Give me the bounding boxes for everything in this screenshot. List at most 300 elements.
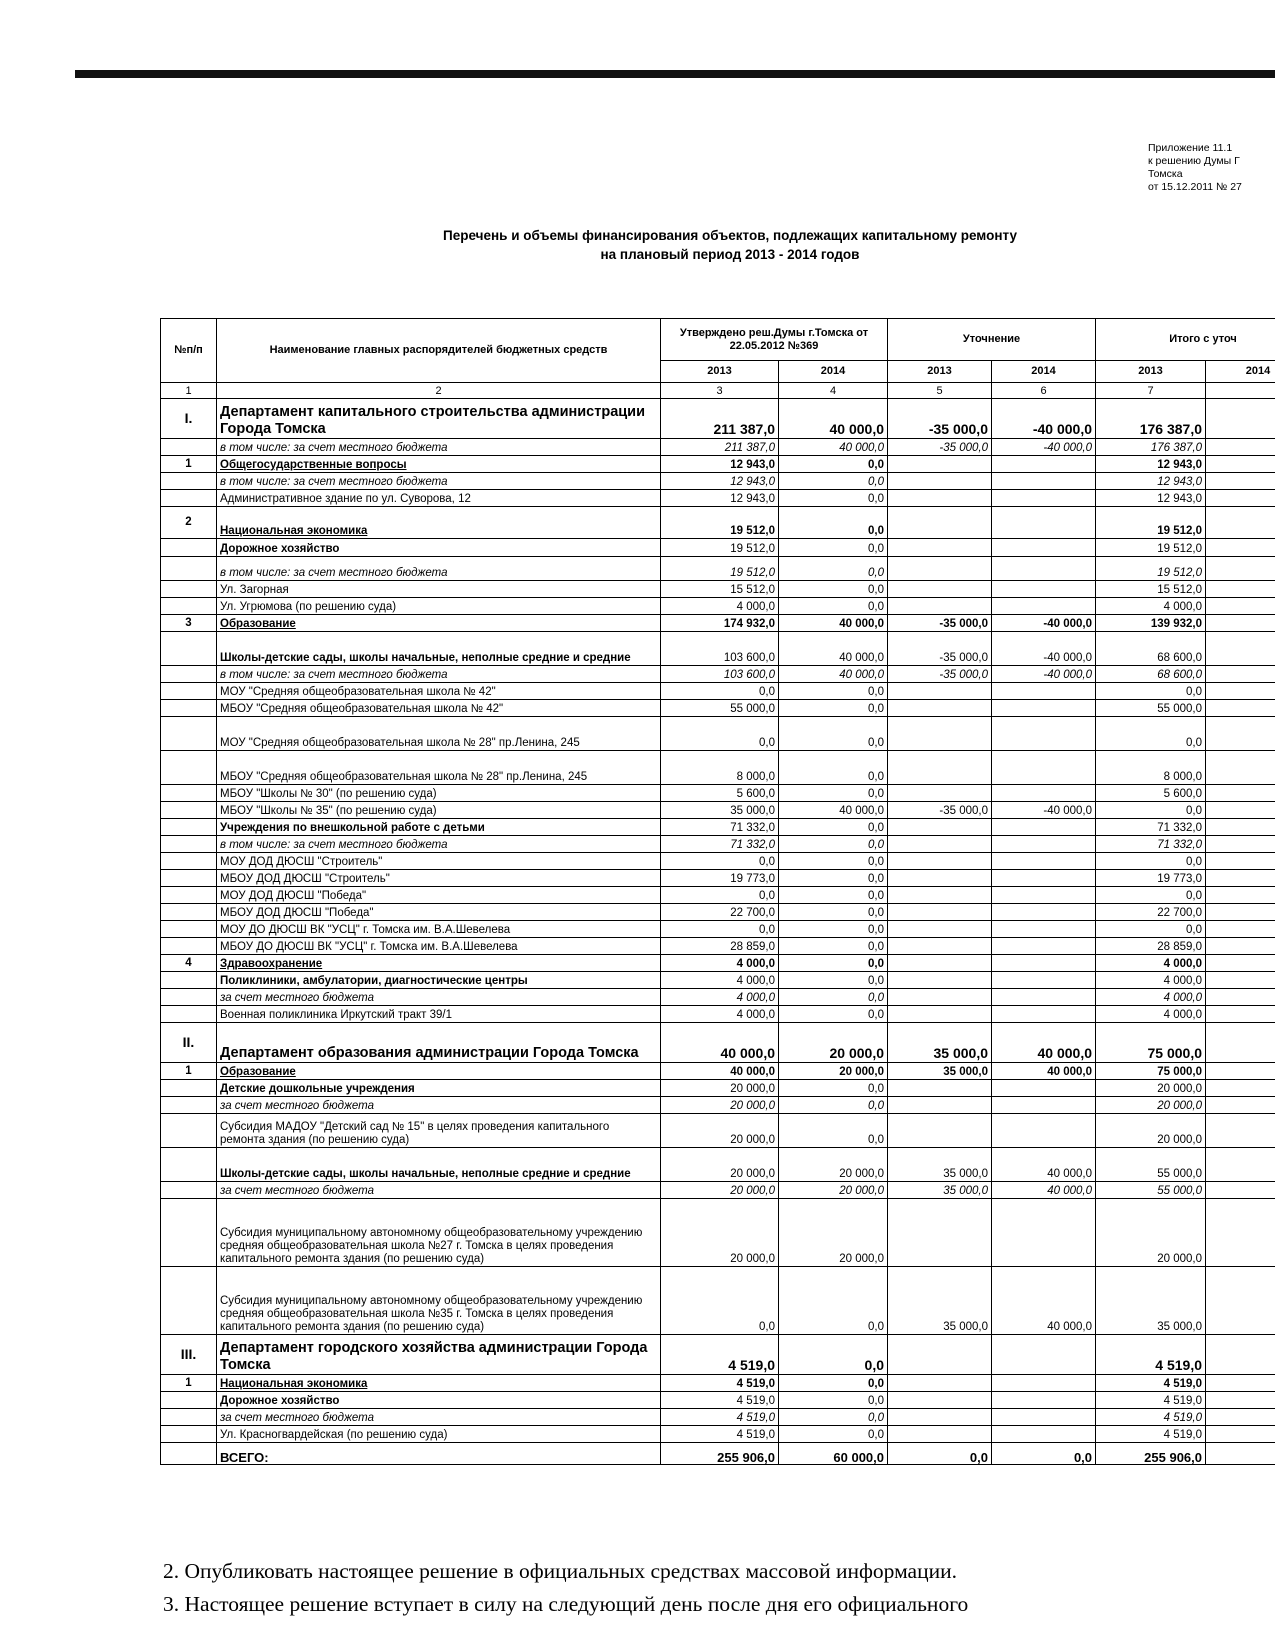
cell-total-2014: [1206, 507, 1275, 539]
cell-a13: 5 600,0: [661, 785, 779, 802]
cell-total-2014: [1206, 921, 1275, 938]
table-row: [161, 1426, 1275, 1443]
table-row: [161, 989, 1275, 1006]
cell-a13: 0,0: [661, 853, 779, 870]
cell-a13: 4 519,0: [661, 1375, 779, 1392]
cell-c13: [888, 1409, 992, 1426]
cell-t13: 22 700,0: [1096, 904, 1206, 921]
cell-name: МБОУ "Средняя общеобразовательная школа № 42": [217, 700, 661, 717]
cell-a13: 0,0: [661, 1267, 779, 1335]
cell-a14: 0,0: [779, 539, 888, 557]
table-row: [161, 904, 1275, 921]
cell-name: Дорожное хозяйство: [217, 539, 661, 557]
cell-name: Ул. Загорная: [217, 581, 661, 598]
table-row: [161, 853, 1275, 870]
cell-name: Ул. Красногвардейская (по решению суда): [217, 1426, 661, 1443]
cell-c14: -40 000,0: [992, 666, 1096, 683]
cell-t13: 4 519,0: [1096, 1335, 1206, 1375]
table-row: [161, 921, 1275, 938]
cell-number: [161, 870, 217, 887]
cell-number: [161, 802, 217, 819]
cell-total-2014: [1206, 1426, 1275, 1443]
cell-name: Ул. Угрюмова (по решению суда): [217, 598, 661, 615]
cell-t13: 68 600,0: [1096, 632, 1206, 666]
cell-a14: 0,0: [779, 1006, 888, 1023]
cell-a13: 71 332,0: [661, 819, 779, 836]
cell-a13: 15 512,0: [661, 581, 779, 598]
table-row: [161, 1114, 1275, 1148]
cell-a14: 40 000,0: [779, 666, 888, 683]
header-total-2014: 2014: [1206, 361, 1275, 383]
cell-a13: 4 000,0: [661, 598, 779, 615]
cell-total-2014: [1206, 802, 1275, 819]
cell-name: МБОУ ДО ДЮСШ ВК "УСЦ" г. Томска им. В.А.Шевелева: [217, 938, 661, 955]
colnum-8: [1206, 383, 1275, 399]
cell-a13: 4 519,0: [661, 1335, 779, 1375]
cell-number: [161, 887, 217, 904]
cell-name: Административное здание по ул. Суворова, 12: [217, 490, 661, 507]
cell-a13: 22 700,0: [661, 904, 779, 921]
cell-c13: [888, 1426, 992, 1443]
cell-t13: 71 332,0: [1096, 819, 1206, 836]
cell-t13: 0,0: [1096, 853, 1206, 870]
cell-c14: -40 000,0: [992, 615, 1096, 632]
table-row: [161, 802, 1275, 819]
table-row: [161, 1375, 1275, 1392]
cell-c13: [888, 507, 992, 539]
cell-c13: [888, 1392, 992, 1409]
appendix-note: [1148, 142, 1275, 194]
cell-number: [161, 1199, 217, 1267]
cell-c13: [888, 473, 992, 490]
footer-item-2: 2. Опубликовать настоящее решение в официальных средствах массовой информации.: [163, 1559, 957, 1583]
cell-c13: [888, 1114, 992, 1148]
cell-a14: 60 000,0: [779, 1443, 888, 1465]
cell-name: за счет местного бюджета: [217, 1409, 661, 1426]
table-row: [161, 700, 1275, 717]
cell-a13: 211 387,0: [661, 439, 779, 456]
cell-total-2014: [1206, 581, 1275, 598]
cell-number: 3: [161, 615, 217, 632]
cell-a14: 0,0: [779, 1426, 888, 1443]
cell-name: в том числе: за счет местного бюджета: [217, 836, 661, 853]
table-row: [161, 456, 1275, 473]
cell-number: [161, 1267, 217, 1335]
cell-c13: [888, 490, 992, 507]
cell-t13: 139 932,0: [1096, 615, 1206, 632]
cell-c14: 40 000,0: [992, 1182, 1096, 1199]
cell-number: [161, 972, 217, 989]
cell-name: Субсидия МАДОУ "Детский сад № 15" в целях проведения капитального ремонта здания (по решению суда): [217, 1114, 661, 1148]
cell-a14: 0,0: [779, 904, 888, 921]
table-row: [161, 1182, 1275, 1199]
cell-total-2014: [1206, 938, 1275, 955]
cell-c14: [992, 539, 1096, 557]
colnum-2: 2: [217, 383, 661, 399]
cell-t13: 19 512,0: [1096, 507, 1206, 539]
cell-a13: 174 932,0: [661, 615, 779, 632]
cell-a14: 20 000,0: [779, 1023, 888, 1063]
cell-name: ВСЕГО:: [217, 1443, 661, 1465]
cell-t13: 55 000,0: [1096, 1148, 1206, 1182]
cell-c13: [888, 853, 992, 870]
cell-number: [161, 490, 217, 507]
header-approved: Утверждено реш.Думы г.Томска от 22.05.2012 №369: [661, 319, 888, 361]
cell-total-2014: [1206, 439, 1275, 456]
cell-number: [161, 1182, 217, 1199]
cell-t13: 35 000,0: [1096, 1267, 1206, 1335]
cell-a13: 103 600,0: [661, 632, 779, 666]
cell-a13: 19 512,0: [661, 557, 779, 581]
cell-c13: [888, 1335, 992, 1375]
cell-name: МБОУ "Средняя общеобразовательная школа № 28" пр.Ленина, 245: [217, 751, 661, 785]
cell-number: [161, 989, 217, 1006]
table-row: [161, 615, 1275, 632]
cell-t13: 12 943,0: [1096, 490, 1206, 507]
cell-total-2014: [1206, 1097, 1275, 1114]
cell-a13: 20 000,0: [661, 1114, 779, 1148]
cell-number: III.: [161, 1335, 217, 1375]
cell-number: I.: [161, 399, 217, 439]
cell-total-2014: [1206, 870, 1275, 887]
cell-number: 4: [161, 955, 217, 972]
cell-number: [161, 751, 217, 785]
cell-c14: [992, 972, 1096, 989]
cell-number: [161, 836, 217, 853]
cell-a13: 71 332,0: [661, 836, 779, 853]
cell-a14: 0,0: [779, 490, 888, 507]
cell-t13: 28 859,0: [1096, 938, 1206, 955]
cell-c14: 40 000,0: [992, 1063, 1096, 1080]
cell-c14: [992, 717, 1096, 751]
cell-number: [161, 666, 217, 683]
cell-number: [161, 683, 217, 700]
cell-c14: [992, 683, 1096, 700]
cell-number: 1: [161, 1063, 217, 1080]
cell-number: [161, 439, 217, 456]
cell-a14: 0,0: [779, 836, 888, 853]
table-row: [161, 598, 1275, 615]
cell-number: [161, 938, 217, 955]
cell-t13: 68 600,0: [1096, 666, 1206, 683]
cell-total-2014: [1206, 683, 1275, 700]
cell-number: [161, 921, 217, 938]
cell-total-2014: [1206, 490, 1275, 507]
column-number-row: [161, 383, 1275, 399]
cell-c14: 40 000,0: [992, 1023, 1096, 1063]
cell-c13: [888, 751, 992, 785]
cell-total-2014: [1206, 1375, 1275, 1392]
colnum-7: 7: [1096, 383, 1206, 399]
cell-a13: 12 943,0: [661, 456, 779, 473]
table-row: [161, 972, 1275, 989]
table-row: [161, 751, 1275, 785]
cell-t13: 20 000,0: [1096, 1114, 1206, 1148]
cell-a14: 0,0: [779, 581, 888, 598]
cell-a14: 0,0: [779, 683, 888, 700]
cell-name: в том числе: за счет местного бюджета: [217, 666, 661, 683]
cell-c14: [992, 785, 1096, 802]
cell-c13: -35 000,0: [888, 615, 992, 632]
cell-c14: 40 000,0: [992, 1267, 1096, 1335]
cell-total-2014: [1206, 1182, 1275, 1199]
cell-a13: 19 512,0: [661, 507, 779, 539]
cell-a14: 0,0: [779, 819, 888, 836]
cell-a14: 0,0: [779, 700, 888, 717]
cell-c13: [888, 836, 992, 853]
cell-a14: 40 000,0: [779, 439, 888, 456]
cell-a13: 103 600,0: [661, 666, 779, 683]
cell-a13: 4 519,0: [661, 1426, 779, 1443]
cell-c14: [992, 1375, 1096, 1392]
cell-t13: 4 000,0: [1096, 955, 1206, 972]
cell-name: Школы-детские сады, школы начальные, неполные средние и средние: [217, 632, 661, 666]
cell-name: Общегосударственные вопросы: [217, 456, 661, 473]
cell-total-2014: [1206, 836, 1275, 853]
cell-number: [161, 1148, 217, 1182]
cell-number: [161, 539, 217, 557]
cell-total-2014: [1206, 1006, 1275, 1023]
cell-total-2014: [1206, 989, 1275, 1006]
cell-total-2014: [1206, 615, 1275, 632]
cell-t13: 71 332,0: [1096, 836, 1206, 853]
cell-a13: 4 000,0: [661, 955, 779, 972]
cell-t13: 15 512,0: [1096, 581, 1206, 598]
cell-number: [161, 1080, 217, 1097]
cell-c14: [992, 819, 1096, 836]
cell-name: МБОУ ДОД ДЮСШ "Строитель": [217, 870, 661, 887]
cell-t13: 20 000,0: [1096, 1080, 1206, 1097]
cell-number: [161, 819, 217, 836]
footer-item-3: 3. Настоящее решение вступает в силу на следующий день после дня его официального: [163, 1592, 969, 1616]
cell-a14: 40 000,0: [779, 399, 888, 439]
cell-number: [161, 1097, 217, 1114]
cell-a14: 0,0: [779, 1375, 888, 1392]
cell-c14: [992, 1199, 1096, 1267]
cell-c13: [888, 700, 992, 717]
cell-number: [161, 1409, 217, 1426]
cell-a13: 20 000,0: [661, 1199, 779, 1267]
cell-c13: 35 000,0: [888, 1063, 992, 1080]
table-row: [161, 819, 1275, 836]
cell-c13: -35 000,0: [888, 399, 992, 439]
header-changes-2013: 2013: [888, 361, 992, 383]
cell-c13: [888, 456, 992, 473]
cell-number: [161, 598, 217, 615]
cell-name: МБОУ "Школы № 30" (по решению суда): [217, 785, 661, 802]
header-num: №п/п: [161, 319, 217, 383]
cell-t13: 4 000,0: [1096, 972, 1206, 989]
cell-a13: 0,0: [661, 887, 779, 904]
cell-name: за счет местного бюджета: [217, 1097, 661, 1114]
cell-total-2014: [1206, 904, 1275, 921]
cell-c13: 35 000,0: [888, 1182, 992, 1199]
cell-name: Детские дошкольные учреждения: [217, 1080, 661, 1097]
cell-name: Дорожное хозяйство: [217, 1392, 661, 1409]
cell-name: Образование: [217, 615, 661, 632]
footer-text: [163, 1555, 1273, 1621]
cell-name: в том числе: за счет местного бюджета: [217, 439, 661, 456]
table-row: [161, 1199, 1275, 1267]
cell-total-2014: [1206, 751, 1275, 785]
cell-a13: 4 000,0: [661, 972, 779, 989]
cell-total-2014: [1206, 1267, 1275, 1335]
cell-number: [161, 1006, 217, 1023]
table-row: [161, 399, 1275, 439]
table-row: [161, 581, 1275, 598]
cell-t13: 0,0: [1096, 887, 1206, 904]
cell-name: в том числе: за счет местного бюджета: [217, 473, 661, 490]
cell-name: МОУ "Средняя общеобразовательная школа № 42": [217, 683, 661, 700]
cell-t13: 4 000,0: [1096, 1006, 1206, 1023]
cell-number: [161, 1443, 217, 1465]
cell-t13: 176 387,0: [1096, 399, 1206, 439]
cell-total-2014: [1206, 557, 1275, 581]
cell-c13: [888, 1375, 992, 1392]
cell-c14: 0,0: [992, 1443, 1096, 1465]
cell-number: II.: [161, 1023, 217, 1063]
cell-name: Здравоохранение: [217, 955, 661, 972]
cell-total-2014: [1206, 819, 1275, 836]
cell-c14: [992, 598, 1096, 615]
cell-name: за счет местного бюджета: [217, 1182, 661, 1199]
cell-total-2014: [1206, 785, 1275, 802]
cell-a14: 0,0: [779, 751, 888, 785]
colnum-3: 3: [661, 383, 779, 399]
cell-total-2014: [1206, 473, 1275, 490]
cell-total-2014: [1206, 598, 1275, 615]
table-row: [161, 1006, 1275, 1023]
cell-name: Департамент городского хозяйства администрации Города Томска: [217, 1335, 661, 1375]
table-row: [161, 887, 1275, 904]
cell-t13: 176 387,0: [1096, 439, 1206, 456]
cell-t13: 4 000,0: [1096, 989, 1206, 1006]
cell-c13: [888, 717, 992, 751]
cell-c14: [992, 1006, 1096, 1023]
cell-c13: [888, 870, 992, 887]
cell-a13: 19 773,0: [661, 870, 779, 887]
cell-a13: 4 519,0: [661, 1392, 779, 1409]
cell-a13: 20 000,0: [661, 1148, 779, 1182]
cell-total-2014: [1206, 887, 1275, 904]
cell-c14: [992, 938, 1096, 955]
document-title: [300, 226, 1160, 264]
cell-number: [161, 853, 217, 870]
cell-total-2014: [1206, 539, 1275, 557]
header-total-2013: 2013: [1096, 361, 1206, 383]
cell-total-2014: [1206, 666, 1275, 683]
cell-a14: 20 000,0: [779, 1063, 888, 1080]
cell-a13: 20 000,0: [661, 1080, 779, 1097]
cell-a13: 4 000,0: [661, 1006, 779, 1023]
cell-a13: 12 943,0: [661, 490, 779, 507]
cell-t13: 12 943,0: [1096, 473, 1206, 490]
cell-total-2014: [1206, 1443, 1275, 1465]
cell-a14: 0,0: [779, 972, 888, 989]
cell-c14: [992, 853, 1096, 870]
cell-c13: -35 000,0: [888, 666, 992, 683]
cell-t13: 12 943,0: [1096, 456, 1206, 473]
table-row: [161, 1335, 1275, 1375]
cell-a14: 0,0: [779, 1267, 888, 1335]
cell-c14: [992, 1426, 1096, 1443]
cell-c14: [992, 1097, 1096, 1114]
cell-t13: 4 519,0: [1096, 1426, 1206, 1443]
cell-a13: 0,0: [661, 717, 779, 751]
table-row: [161, 1063, 1275, 1080]
cell-a14: 0,0: [779, 1114, 888, 1148]
cell-a14: 0,0: [779, 938, 888, 955]
cell-total-2014: [1206, 955, 1275, 972]
cell-number: [161, 1392, 217, 1409]
cell-t13: 0,0: [1096, 921, 1206, 938]
cell-t13: 19 773,0: [1096, 870, 1206, 887]
cell-c14: [992, 1409, 1096, 1426]
table-row: [161, 785, 1275, 802]
cell-c13: [888, 904, 992, 921]
cell-c14: [992, 700, 1096, 717]
table-row: [161, 1097, 1275, 1114]
cell-c14: [992, 989, 1096, 1006]
cell-c13: -35 000,0: [888, 632, 992, 666]
cell-name: Школы-детские сады, школы начальные, неполные средние и средние: [217, 1148, 661, 1182]
cell-a13: 35 000,0: [661, 802, 779, 819]
cell-a14: 20 000,0: [779, 1148, 888, 1182]
cell-t13: 19 512,0: [1096, 557, 1206, 581]
cell-number: [161, 1426, 217, 1443]
cell-number: [161, 1114, 217, 1148]
table-row: [161, 1267, 1275, 1335]
cell-total-2014: [1206, 717, 1275, 751]
title-line-2: на плановый период 2013 - 2014 годов: [600, 247, 860, 262]
cell-number: [161, 632, 217, 666]
colnum-5: 5: [888, 383, 992, 399]
cell-c14: [992, 473, 1096, 490]
cell-c13: [888, 972, 992, 989]
cell-c14: [992, 870, 1096, 887]
cell-t13: 55 000,0: [1096, 700, 1206, 717]
cell-a14: 0,0: [779, 921, 888, 938]
cell-c14: [992, 456, 1096, 473]
cell-name: МОУ "Средняя общеобразовательная школа № 28" пр.Ленина, 245: [217, 717, 661, 751]
cell-a14: 40 000,0: [779, 802, 888, 819]
cell-c13: [888, 921, 992, 938]
cell-c14: 40 000,0: [992, 1148, 1096, 1182]
financing-table-wrap: [160, 318, 1275, 1465]
table-row: [161, 557, 1275, 581]
cell-t13: 5 600,0: [1096, 785, 1206, 802]
cell-c14: [992, 490, 1096, 507]
cell-t13: 55 000,0: [1096, 1182, 1206, 1199]
cell-a14: 0,0: [779, 955, 888, 972]
cell-c13: 35 000,0: [888, 1023, 992, 1063]
cell-total-2014: [1206, 1080, 1275, 1097]
cell-a14: 20 000,0: [779, 1182, 888, 1199]
cell-name: Департамент образования администрации Города Томска: [217, 1023, 661, 1063]
cell-number: [161, 557, 217, 581]
cell-c13: [888, 955, 992, 972]
table-row: [161, 1080, 1275, 1097]
cell-c13: [888, 938, 992, 955]
header-approved-2013: 2013: [661, 361, 779, 383]
cell-name: Субсидия муниципальному автономному общеобразовательному учреждению средняя общеобразовательная школа №27 г. Томска в целях проведения капитального ремонта здания (по решению суда): [217, 1199, 661, 1267]
cell-name: МОУ ДОД ДЮСШ "Строитель": [217, 853, 661, 870]
cell-c13: [888, 539, 992, 557]
cell-c14: [992, 904, 1096, 921]
cell-name: Образование: [217, 1063, 661, 1080]
cell-total-2014: [1206, 456, 1275, 473]
cell-c14: [992, 921, 1096, 938]
